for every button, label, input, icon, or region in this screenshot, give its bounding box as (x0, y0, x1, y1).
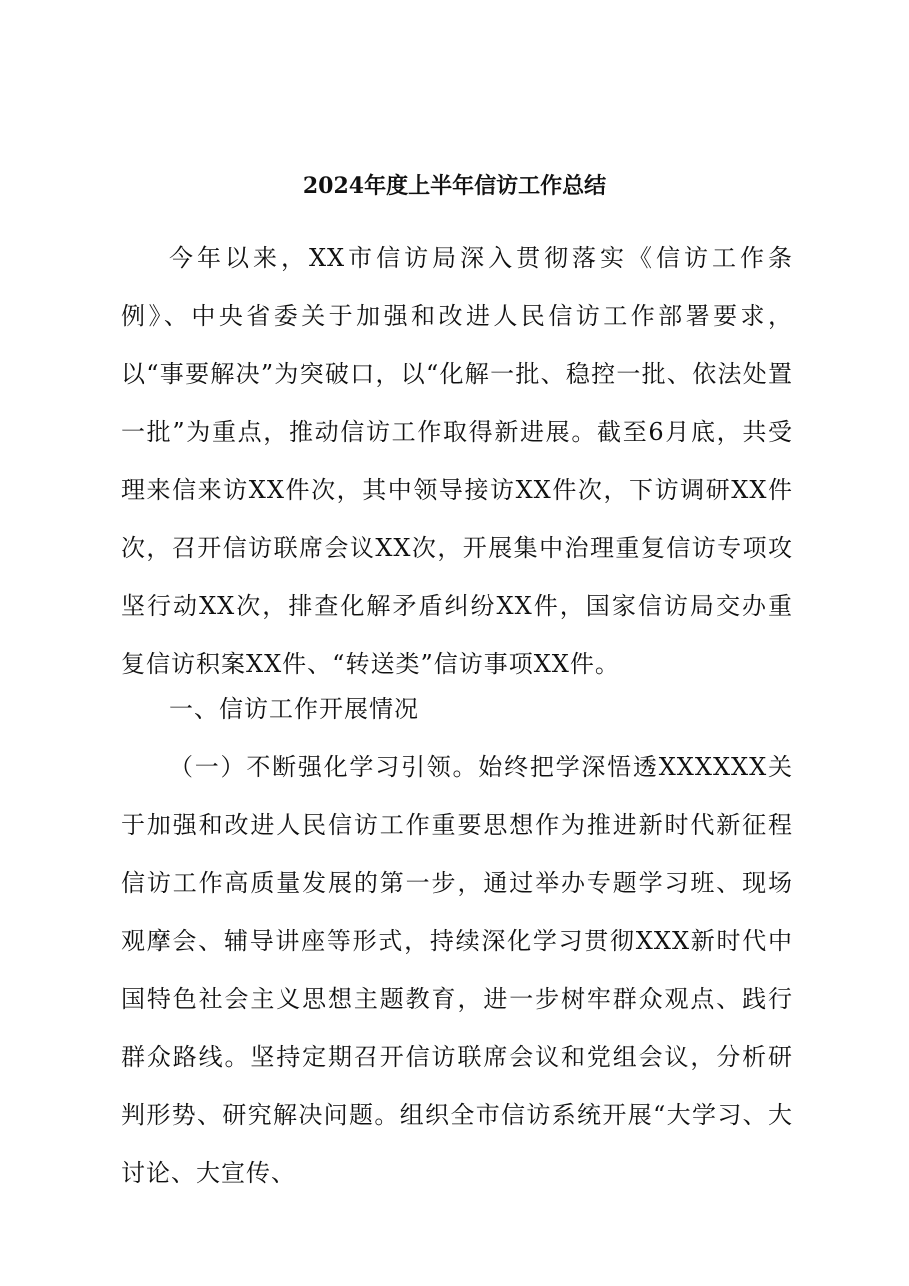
section-1-paragraph-1: （一）不断强化学习引领。始终把学深悟透XXXXXX关于加强和改进人民信访工作重要思想作为推进新时代新征程信访工作高质量发展的第一步，通过举办专题学习班、现场观摩会、辅导讲座等形式，持续深化学习贯彻XXX新时代中国特色社会主义思想主题教育，进一步树牢群众观点、践行群众路线。坚持定期召开信访联席会议和党组会议，分析研判形势、研究解决问题。组织全市信访系统开展“大学习、大讨论、大宣传、 (121, 753, 793, 1187)
document-title: 2024年度上半年信访工作总结 (302, 173, 607, 199)
intro-paragraph: 今年以来，XX市信访局深入贯彻落实《信访工作条例》、中央省委关于加强和改进人民信访工作部署要求，以“事要解决”为突破口，以“化解一批、稳控一批、依法处置一批”为重点，推动信访工作取得新进展。截至6月底，共受理来信来访XX件次，其中领导接访XX件次，下访调研XX件次，召开信访联席会议XX次，开展集中治理重复信访专项攻坚行动XX次，排查化解矛盾纠纷XX件，国家信访局交办重复信访积案XX件、“转送类”信访事项XX件。 (121, 244, 793, 678)
section-heading-1: 一、信访工作开展情况 (169, 695, 419, 723)
